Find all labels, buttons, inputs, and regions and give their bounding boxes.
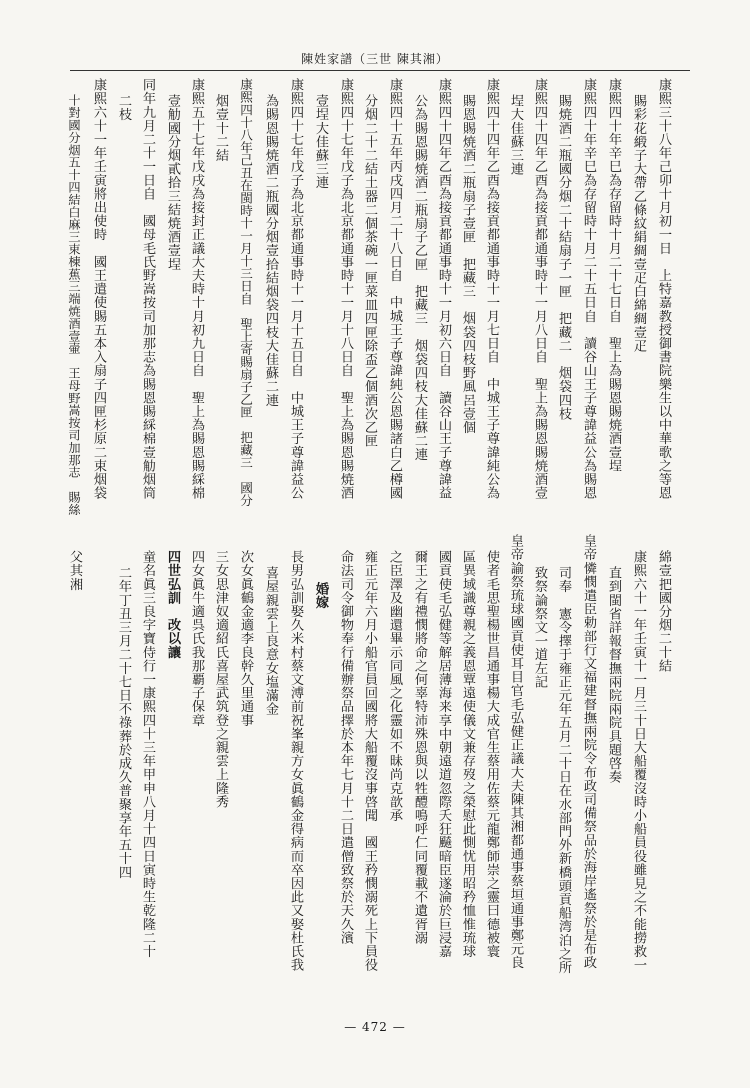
upper-line-6: 康熙四十四年乙酉為接貢都通事時十一月八日自 聖上為賜恩賜焼酒壹 — [532, 78, 547, 500]
upper-line-1: 康熙三十八年己卯十月初一日 上特嘉教授御書院樂生以中華歌之等恩 — [656, 78, 671, 500]
lower-line-1: 綿壹把國分烟二十結 — [656, 550, 671, 673]
upper-line-20: 康熙五十七年戊戌為接封正議大夫時十月初九日自 聖上為賜恩賜綵棉 — [189, 78, 204, 500]
lower-line-24: 父其湘 — [67, 550, 82, 591]
upper-line-19: 烟壹十二結 — [213, 94, 228, 162]
generation-heading: 四世弘訓 改以讓 — [165, 550, 180, 659]
lower-line-20: 四女眞牛適呉氏我那覇子保章 — [189, 550, 204, 727]
lower-line-22: 童名眞三良字寶侍行一康熙四十三年甲申八月十四日寅時生乾隆二十 — [140, 550, 155, 958]
lower-line-8: 使者毛思聖楊世昌通事楊大成官生蔡用佐蔡元龍鄭師崇之靈曰德被寰 — [484, 550, 499, 958]
upper-line-14: 康熙四十七年戊子為北京都通事時十一月十八日自 聖上為賜恩賜焼酒 — [338, 78, 353, 500]
page-number: — 472 — — [344, 1020, 406, 1034]
lower-line-3: 直到閩省詳報督撫兩院兩院具題啓奏 — [606, 566, 621, 784]
upper-line-15: 壹埕大佳蘇三連 — [313, 94, 328, 190]
lower-line-2: 康熙六十一年壬寅十一月三十日大船覆沒時小船員役雖見之不能撈救一 — [631, 550, 646, 972]
header-rule — [70, 70, 690, 71]
upper-line-22: 同年九月二十一日自 國母毛氏野嵩按司加那志為賜恩賜綵棉壹觔烟筒 — [140, 78, 155, 500]
upper-line-9: 賜恩賜焼酒二瓶扇子壹匣 把藏三 烟袋四枝野風呂壹個 — [460, 94, 475, 434]
lower-line-19: 三女思津奴適紹氏喜屋武筑登之親雲上隆秀 — [213, 550, 228, 809]
upper-line-16: 康熙四十七年戊子為北京都通事時十一月十五日自 中城王子尊諱益公 — [288, 78, 303, 500]
upper-line-21: 壹觔國分烟貳拾三結焼酒壹埕 — [165, 94, 180, 271]
lower-line-18: 次女眞鶴金適李良幹久里通事 — [238, 550, 253, 727]
lower-line-10: 國貢使毛弘健等解居薄海来享中朝遠道忽際夭狂飇暗臣遂淪於巨浸嘉 — [436, 550, 451, 958]
lower-line-4: 皇帝憐憫遣臣勅部行文福建督撫兩院令布政司備祭品於海岸遙祭於是布政 — [581, 534, 596, 970]
lower-line-5: 司奉 憲令擇于雍正元年五月二十日在水部門外新橋頭貢船湾泊之所 — [556, 566, 571, 974]
upper-line-24: 康熙六十一年壬寅將出使時 國王遣使賜五本入扇子四匣杉原二束烟袋 — [91, 78, 106, 500]
lower-line-12: 之臣澤及幽還畢示同風之化靈如不昧尚克歆承 — [387, 550, 402, 822]
upper-line-2: 賜彩花緞子大帶乙條紋絹綢壹疋白綿綢壹疋 — [631, 94, 646, 353]
section-heading-marriage: 婚嫁 — [313, 582, 328, 610]
lower-line-11: 爾王之有禮憫將命之何辜特沛殊恩與以牲醴鳴呼仁同覆載不遺胥溺 — [412, 550, 427, 945]
running-head: 陳姓家譜（三世 陳其湘） — [301, 52, 449, 66]
upper-line-5: 賜焼酒二瓶國分烟二十結扇子一匣 把藏二 烟袋四枝 — [556, 94, 571, 421]
upper-line-3: 康熙四十年辛巳為存留時十月二十七日自 聖上為賜恩賜焼酒壹埕 — [606, 78, 621, 473]
lower-line-6: 致祭論祭文一道左記 — [532, 566, 547, 689]
lower-line-16: 長男弘訓娶久米村蔡文溥前祝峯親方女眞鶴金得病而卒因此又娶杜氏我 — [288, 550, 303, 972]
upper-line-13: 分烟二十二結土器二個茶碗一匣菜皿四匣除盃乙個酒次乙匣 — [362, 94, 377, 448]
lower-line-7: 皇帝諭祭琉球國貢使耳目官毛弘健正議大夫陳其湘都通事蔡垣通事鄭元良 — [508, 534, 523, 970]
upper-line-11: 公為賜恩賜焼酒二瓶扇子乙匣 把藏三 烟袋四枝大佳蘇二連 — [412, 94, 427, 462]
upper-line-10: 康熙四十四年乙酉為接貢都通事時十一月初六日自 讀谷山王子尊諱益 — [436, 78, 451, 500]
upper-line-4: 康熙四十年辛巳為存留時十月二十五日自 讀谷山王子尊諱益公為賜恩 — [581, 78, 596, 500]
upper-line-25: 十對國分烟五十四結白麻三束棟蕉三端焼酒壹壷 王母野嵩按司加那志 賜絲 — [67, 94, 81, 516]
lower-line-17: 喜屋親雲上良意女塩滿金 — [263, 566, 278, 716]
upper-line-8: 康熙四十四年乙酉為接貢都通事時十一月七日自 中城王子尊諱純公為 — [484, 78, 499, 500]
lower-line-23: 二年丁丑三月二十七日不祿葬於成久普聚享年五十四 — [116, 566, 131, 879]
lower-line-14: 命法司令御物奉行備辦祭品擇於本年七月十二日遣僧致祭於天久濱 — [338, 550, 353, 945]
upper-line-18: 康熙四十八年己丑在閩時十一月十三日自 聖上寄賜扇子乙匣 把藏三 國分 — [238, 78, 253, 507]
upper-line-12: 康熙四十五年丙戌四月二十八日自 中城王子尊諱純公恩賜諸白乙樽國 — [387, 78, 402, 500]
upper-line-7: 埕大佳蘇三連 — [508, 94, 523, 176]
upper-line-17: 為賜恩賜焼酒二瓶國分烟壹拾結烟袋四枝大佳蘇二連 — [263, 94, 278, 407]
lower-line-9: 區異域識尊親之義恩覃遠使儀文兼存歿之榮慰此惻忧用昭矜恤惟琉球 — [460, 550, 475, 958]
lower-line-13: 雍正元年六月小船官員回國將大船覆沒事啓聞 國王矜憫溺死上下員役 — [362, 550, 377, 972]
upper-line-23: 二枝 — [116, 94, 131, 122]
